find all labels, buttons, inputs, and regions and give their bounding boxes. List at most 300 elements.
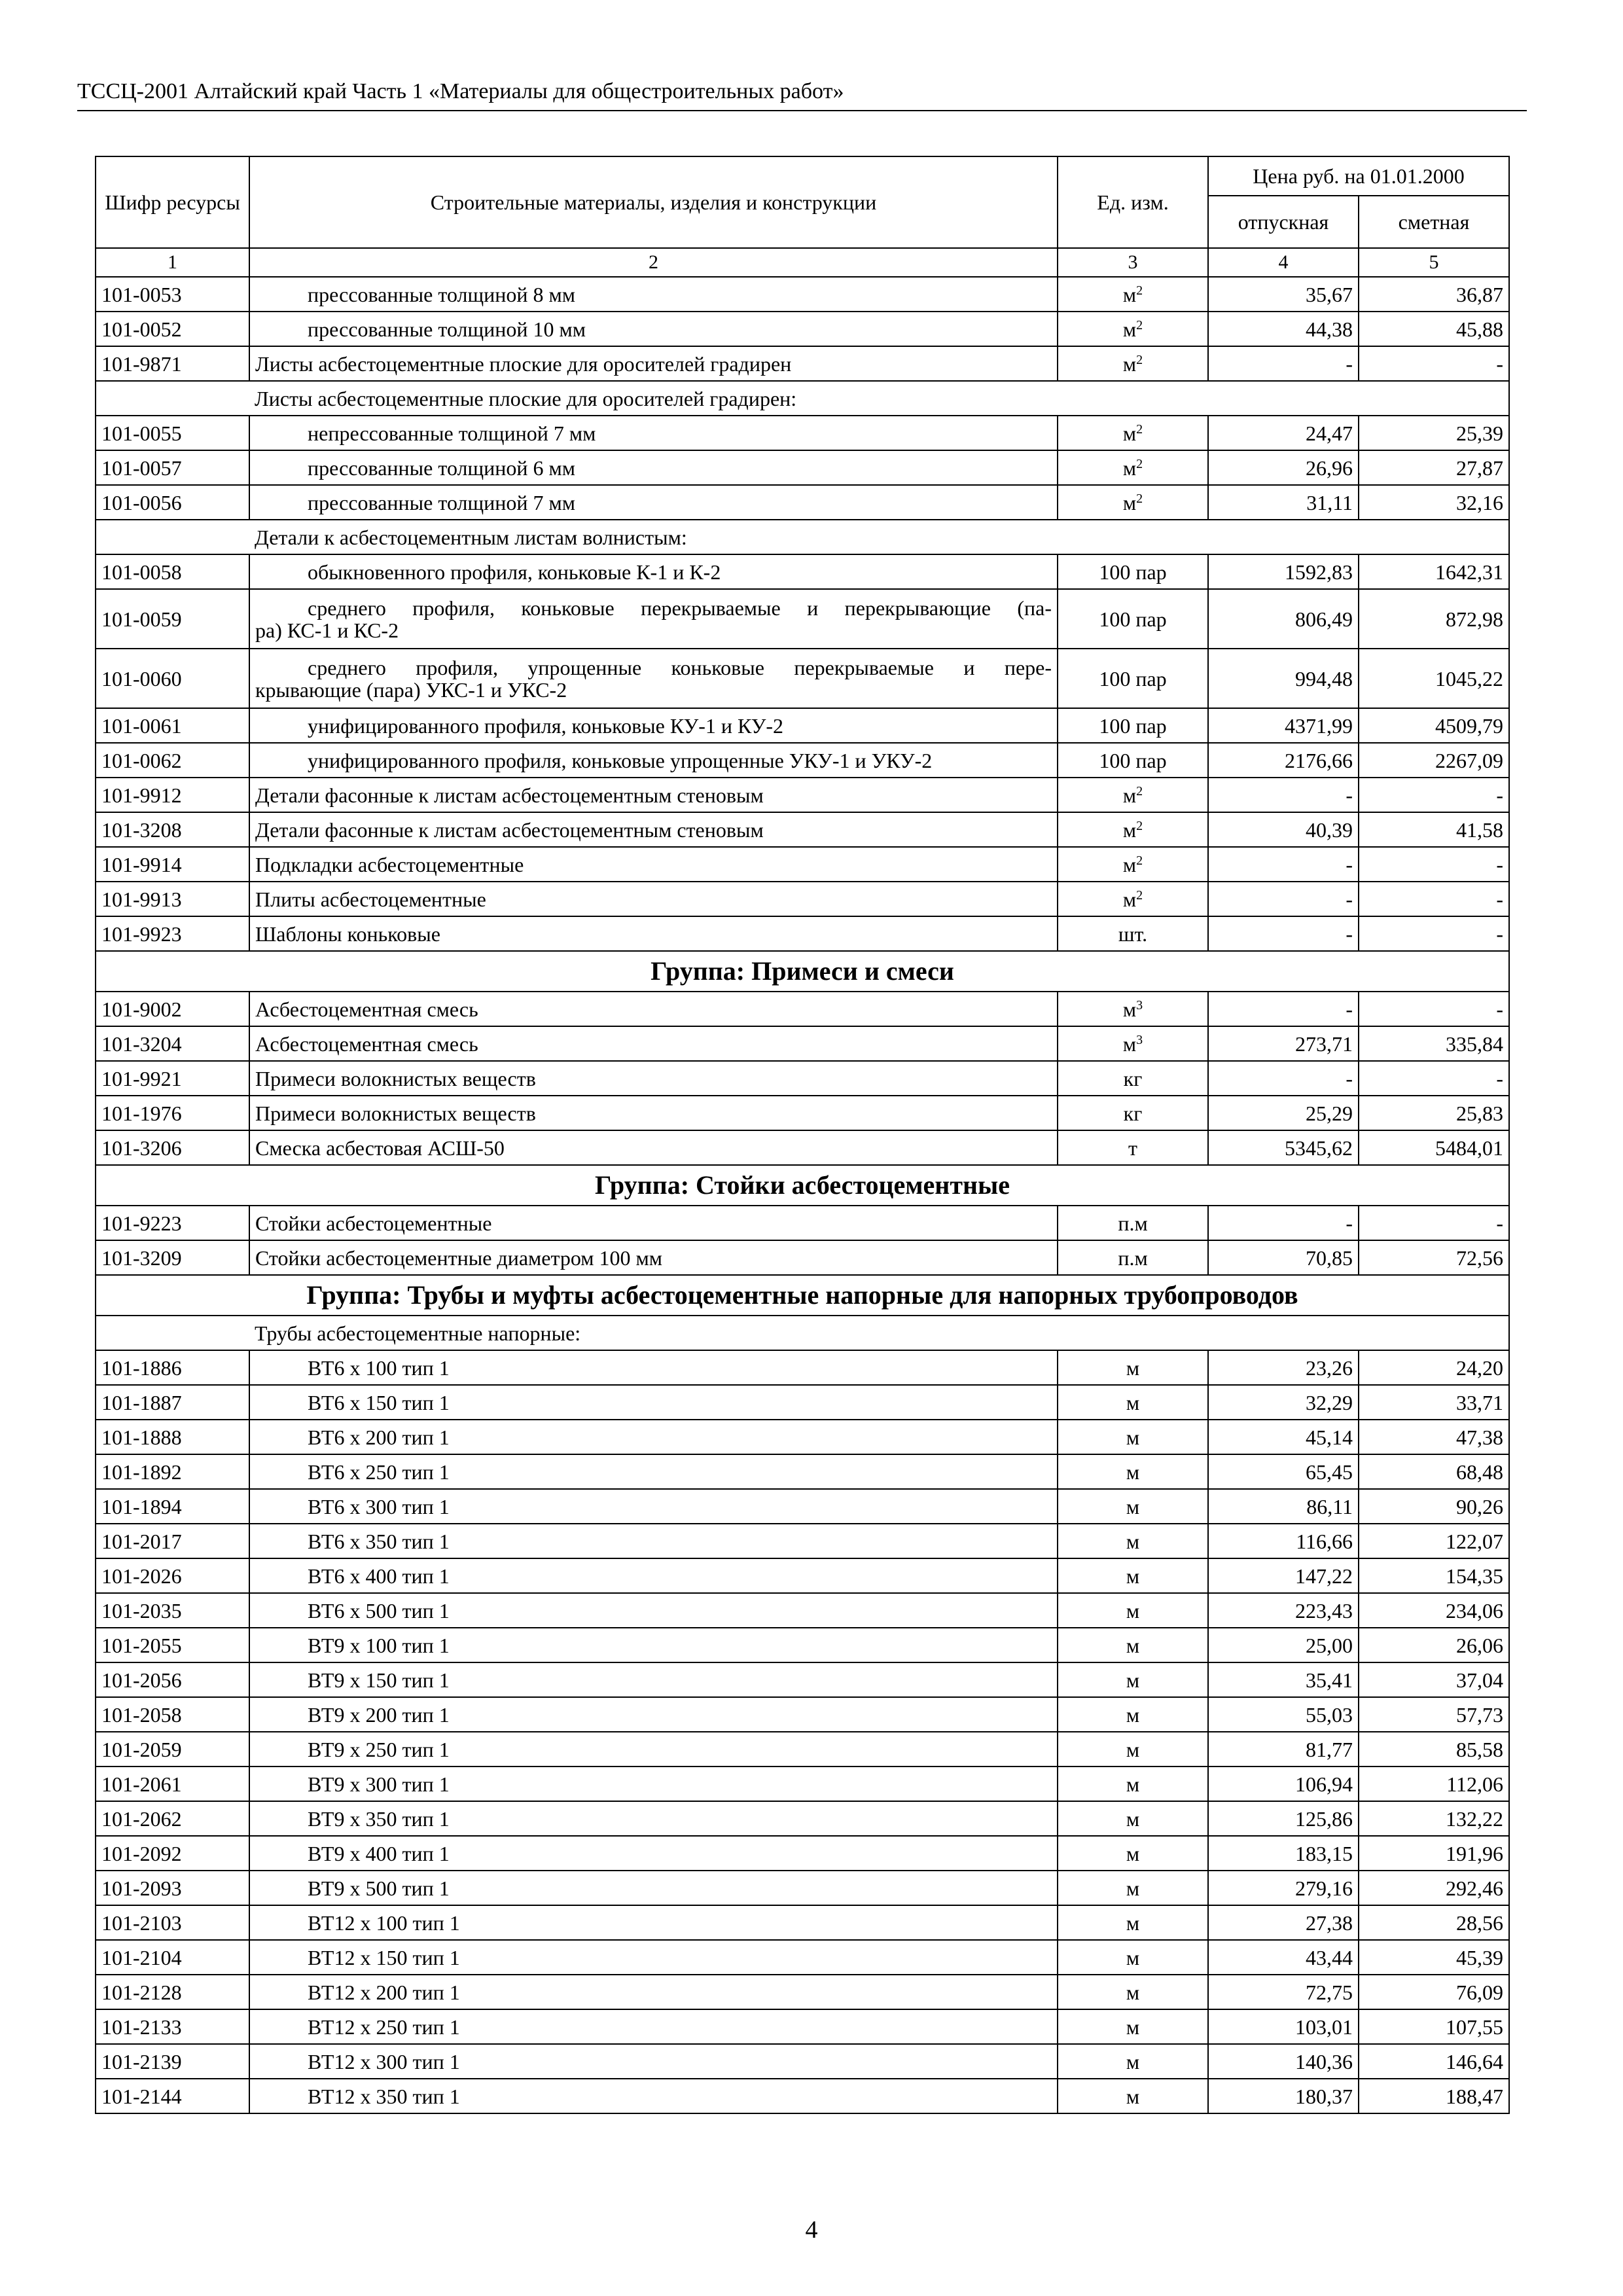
material-name: [249, 743, 1058, 778]
material-name-text: прессованные толщиной 8 мм: [308, 282, 575, 306]
release-price: 223,43: [1208, 1593, 1359, 1628]
material-name-text: ВТ12 х 300 тип 1: [308, 2049, 460, 2073]
unit-cell: [1058, 1801, 1208, 1836]
material-name: [249, 312, 1058, 346]
estimate-price: -: [1359, 882, 1509, 916]
unit-cell: [1058, 1836, 1208, 1871]
unit-text: м: [1126, 1355, 1140, 1380]
material-name: [249, 1836, 1058, 1871]
resource-code: 101-0055: [96, 416, 249, 450]
unit-text: м: [1126, 1841, 1140, 1865]
material-name: [249, 1350, 1058, 1385]
estimate-price: 33,71: [1359, 1385, 1509, 1420]
material-name: [249, 1697, 1058, 1732]
material-name-text: Детали фасонные к листам асбестоцементным стеновым: [255, 783, 764, 807]
unit-cell: [1058, 554, 1208, 589]
material-name-text: прессованные толщиной 6 мм: [308, 456, 575, 480]
table-row: [96, 1975, 1509, 2009]
table-row: [96, 2009, 1509, 2044]
material-name-text: прессованные толщиной 10 мм: [308, 317, 586, 341]
estimate-price: 28,56: [1359, 1905, 1509, 1940]
unit-text: м: [1126, 1425, 1140, 1449]
material-name: [249, 812, 1058, 847]
unit-cell: [1058, 1940, 1208, 1975]
unit-exponent: 2: [1136, 491, 1143, 506]
col-header-price-group: Цена руб. на 01.01.2000: [1208, 156, 1509, 196]
unit-exponent: 3: [1136, 1032, 1143, 1047]
resource-code: 101-3206: [96, 1130, 249, 1165]
table-row: [96, 1662, 1509, 1697]
resource-code: 101-3204: [96, 1026, 249, 1061]
material-name: [249, 2044, 1058, 2079]
resource-code: 101-2128: [96, 1975, 249, 2009]
unit-cell: [1058, 1732, 1208, 1767]
estimate-price: 292,46: [1359, 1871, 1509, 1905]
material-name-text: прессованные толщиной 7 мм: [308, 490, 575, 514]
unit-text: м: [1126, 1980, 1140, 2004]
release-price: -: [1208, 916, 1359, 951]
unit-text: м: [1122, 421, 1137, 445]
resource-code: 101-9223: [96, 1206, 249, 1240]
col-header-release: отпускная: [1208, 196, 1359, 248]
release-price: 180,37: [1208, 2079, 1359, 2113]
estimate-price: 45,88: [1359, 312, 1509, 346]
release-price: 55,03: [1208, 1697, 1359, 1732]
estimate-price: 154,35: [1359, 1558, 1509, 1593]
subheading-row: [96, 520, 1509, 554]
unit-exponent: 2: [1136, 818, 1143, 833]
price-table: [95, 156, 1510, 2114]
unit-cell: [1058, 708, 1208, 743]
unit-cell: [1058, 1420, 1208, 1454]
estimate-price: 107,55: [1359, 2009, 1509, 2044]
unit-cell: [1058, 1662, 1208, 1697]
estimate-price: -: [1359, 847, 1509, 882]
table-row: [96, 1240, 1509, 1275]
unit-text: м: [1122, 887, 1137, 911]
table-row: [96, 450, 1509, 485]
unit-text: м: [1126, 1494, 1140, 1518]
estimate-price: 872,98: [1359, 589, 1509, 649]
release-price: 35,41: [1208, 1662, 1359, 1697]
unit-exponent: 2: [1136, 317, 1143, 332]
table-row: [96, 708, 1509, 743]
column-number: 2: [249, 248, 1058, 277]
column-number: 1: [96, 248, 249, 277]
resource-code: 101-3208: [96, 812, 249, 847]
estimate-price: -: [1359, 1061, 1509, 1096]
release-price: 40,39: [1208, 812, 1359, 847]
material-name-text: ВТ6 х 350 тип 1: [308, 1529, 450, 1553]
resource-code: 101-2061: [96, 1767, 249, 1801]
group-heading: Группа: Примеси и смеси: [96, 951, 1509, 992]
unit-text: м: [1122, 817, 1137, 842]
table-row: [96, 1558, 1509, 1593]
resource-code: 101-2103: [96, 1905, 249, 1940]
unit-text: м: [1126, 1945, 1140, 1969]
resource-code: 101-9923: [96, 916, 249, 951]
resource-code: 101-0058: [96, 554, 249, 589]
material-name: [249, 1871, 1058, 1905]
resource-code: 101-1888: [96, 1420, 249, 1454]
unit-text: м: [1126, 1910, 1140, 1935]
release-price: 44,38: [1208, 312, 1359, 346]
unit-cell: [1058, 589, 1208, 649]
resource-code: 101-0062: [96, 743, 249, 778]
release-price: 31,11: [1208, 485, 1359, 520]
material-name-text: ВТ6 х 200 тип 1: [308, 1425, 450, 1449]
resource-code: 101-9002: [96, 992, 249, 1026]
material-name-text: ВТ12 х 200 тип 1: [308, 1980, 460, 2004]
unit-cell: [1058, 1489, 1208, 1524]
table-row: [96, 589, 1509, 649]
unit-text: м: [1126, 1633, 1140, 1657]
unit-text: м: [1122, 351, 1137, 376]
unit-cell: [1058, 1385, 1208, 1420]
table-row: [96, 554, 1509, 589]
table-row: [96, 1385, 1509, 1420]
resource-code: 101-0061: [96, 708, 249, 743]
unit-cell: [1058, 847, 1208, 882]
estimate-price: 41,58: [1359, 812, 1509, 847]
material-name-text: ВТ9 х 100 тип 1: [308, 1633, 450, 1657]
material-name-text: непрессованные толщиной 7 мм: [308, 421, 596, 445]
estimate-price: 90,26: [1359, 1489, 1509, 1524]
table-row: [96, 312, 1509, 346]
table-row: [96, 1026, 1509, 1061]
material-name-line: ра) КС-1 и КС-2: [255, 618, 399, 642]
material-name-text: Шаблоны коньковые: [255, 922, 440, 946]
resource-code: 101-9914: [96, 847, 249, 882]
material-name: [249, 1061, 1058, 1096]
unit-exponent: 2: [1136, 783, 1143, 798]
material-name-text: ВТ9 х 250 тип 1: [308, 1737, 450, 1761]
material-name: [249, 2009, 1058, 2044]
resource-code: 101-2093: [96, 1871, 249, 1905]
material-name: [249, 1940, 1058, 1975]
material-name: [249, 1558, 1058, 1593]
column-number: 5: [1359, 248, 1509, 277]
unit-exponent: 2: [1136, 422, 1143, 437]
table-row: [96, 346, 1509, 381]
col-header-code: Шифр ресурсы: [96, 156, 249, 248]
material-name-line: крывающие (пара) УКС-1 и УКС-2: [255, 677, 567, 702]
resource-code: 101-9921: [96, 1061, 249, 1096]
unit-text: 100 пар: [1099, 748, 1167, 772]
empty-code-cell: [96, 381, 249, 416]
material-name: [249, 847, 1058, 882]
resource-code: 101-2062: [96, 1801, 249, 1836]
estimate-price: 24,20: [1359, 1350, 1509, 1385]
material-name: [249, 1767, 1058, 1801]
table-row: [96, 277, 1509, 312]
resource-code: 101-9912: [96, 778, 249, 812]
material-name-text: унифицированного профиля, коньковые упрощенные УКУ-1 и УКУ-2: [308, 748, 933, 772]
resource-code: 101-1894: [96, 1489, 249, 1524]
release-price: -: [1208, 992, 1359, 1026]
unit-text: м: [1126, 2049, 1140, 2073]
estimate-price: 36,87: [1359, 277, 1509, 312]
unit-text: м: [1126, 2084, 1140, 2108]
material-name-text: Листы асбестоцементные плоские для оросителей градирен: [255, 351, 792, 376]
estimate-price: 132,22: [1359, 1801, 1509, 1836]
material-name-text: Плиты асбестоцементные: [255, 887, 486, 911]
material-name-text: ВТ6 х 500 тип 1: [308, 1598, 450, 1623]
unit-text: шт.: [1118, 922, 1148, 946]
unit-cell: [1058, 1767, 1208, 1801]
group-heading-row: [96, 1275, 1509, 1316]
material-name: [249, 485, 1058, 520]
release-price: 23,26: [1208, 1350, 1359, 1385]
estimate-price: 4509,79: [1359, 708, 1509, 743]
estimate-price: 25,83: [1359, 1096, 1509, 1130]
table-row: [96, 1206, 1509, 1240]
table-row: [96, 1836, 1509, 1871]
resource-code: 101-3209: [96, 1240, 249, 1275]
unit-text: п.м: [1118, 1246, 1148, 1270]
unit-cell: [1058, 1206, 1208, 1240]
material-name: [249, 1801, 1058, 1836]
column-number: 4: [1208, 248, 1359, 277]
unit-text: м: [1126, 1737, 1140, 1761]
resource-code: 101-2133: [96, 2009, 249, 2044]
material-name: [249, 708, 1058, 743]
estimate-price: 188,47: [1359, 2079, 1509, 2113]
table-row: [96, 416, 1509, 450]
material-name-text: Асбестоцементная смесь: [255, 1031, 478, 1056]
col-header-name: Строительные материалы, изделия и конструкции: [249, 156, 1058, 248]
material-name: [249, 1975, 1058, 2009]
material-name-text: ВТ9 х 150 тип 1: [308, 1668, 450, 1692]
material-name: [249, 346, 1058, 381]
subheading-row: [96, 381, 1509, 416]
unit-cell: [1058, 916, 1208, 951]
material-name-text: ВТ12 х 250 тип 1: [308, 2015, 460, 2039]
unit-text: м: [1126, 1529, 1140, 1553]
release-price: 273,71: [1208, 1026, 1359, 1061]
estimate-price: 1045,22: [1359, 649, 1509, 708]
table-row: [96, 2079, 1509, 2113]
release-price: 25,29: [1208, 1096, 1359, 1130]
table-row: [96, 992, 1509, 1026]
unit-cell: [1058, 1061, 1208, 1096]
release-price: 32,29: [1208, 1385, 1359, 1420]
unit-text: м: [1122, 282, 1137, 306]
table-row: [96, 1130, 1509, 1165]
estimate-price: 32,16: [1359, 485, 1509, 520]
unit-cell: [1058, 778, 1208, 812]
resource-code: 101-0052: [96, 312, 249, 346]
material-name: [249, 1130, 1058, 1165]
unit-text: кг: [1123, 1066, 1143, 1090]
unit-cell: [1058, 416, 1208, 450]
table-row: [96, 1096, 1509, 1130]
release-price: 994,48: [1208, 649, 1359, 708]
resource-code: 101-1887: [96, 1385, 249, 1420]
material-name-text: ВТ6 х 100 тип 1: [308, 1355, 450, 1380]
release-price: 2176,66: [1208, 743, 1359, 778]
unit-exponent: 2: [1136, 283, 1143, 298]
material-name: [249, 1489, 1058, 1524]
material-name: [249, 1096, 1058, 1130]
table-row: [96, 1489, 1509, 1524]
resource-code: 101-2058: [96, 1697, 249, 1732]
release-price: 43,44: [1208, 1940, 1359, 1975]
table-row: [96, 1801, 1509, 1836]
table-row: [96, 1697, 1509, 1732]
unit-cell: [1058, 743, 1208, 778]
estimate-price: 2267,09: [1359, 743, 1509, 778]
estimate-price: 47,38: [1359, 1420, 1509, 1454]
material-name-text: Подкладки асбестоцементные: [255, 852, 524, 876]
unit-cell: [1058, 1697, 1208, 1732]
table-row: [96, 847, 1509, 882]
table-row: [96, 1454, 1509, 1489]
material-name: [249, 1420, 1058, 1454]
estimate-price: 68,48: [1359, 1454, 1509, 1489]
release-price: 26,96: [1208, 450, 1359, 485]
unit-cell: [1058, 1628, 1208, 1662]
material-name-text: Асбестоцементная смесь: [255, 997, 478, 1021]
resource-code: 101-2026: [96, 1558, 249, 1593]
unit-cell: [1058, 1593, 1208, 1628]
unit-cell: [1058, 1524, 1208, 1558]
material-name: [249, 649, 1058, 708]
release-price: 25,00: [1208, 1628, 1359, 1662]
resource-code: 101-2104: [96, 1940, 249, 1975]
material-name-text: ВТ9 х 350 тип 1: [308, 1806, 450, 1831]
estimate-price: 45,39: [1359, 1940, 1509, 1975]
material-name-line: среднего профиля, упрощенные коньковые перекрываемые и пере-: [308, 655, 1052, 679]
material-name-text: Смеска асбестовая АСШ-50: [255, 1136, 505, 1160]
unit-exponent: 2: [1136, 352, 1143, 367]
resource-code: 101-2035: [96, 1593, 249, 1628]
material-name-text: ВТ6 х 150 тип 1: [308, 1390, 450, 1414]
unit-text: п.м: [1118, 1211, 1148, 1235]
unit-cell: [1058, 812, 1208, 847]
unit-text: м: [1122, 783, 1137, 807]
table-row: [96, 1767, 1509, 1801]
unit-cell: [1058, 1240, 1208, 1275]
unit-cell: [1058, 1558, 1208, 1593]
release-price: 125,86: [1208, 1801, 1359, 1836]
unit-cell: [1058, 1026, 1208, 1061]
estimate-price: 5484,01: [1359, 1130, 1509, 1165]
table-row: [96, 743, 1509, 778]
material-name-text: ВТ12 х 150 тип 1: [308, 1945, 460, 1969]
resource-code: 101-2144: [96, 2079, 249, 2113]
material-name-text: ВТ9 х 400 тип 1: [308, 1841, 450, 1865]
release-price: 27,38: [1208, 1905, 1359, 1940]
unit-text: м: [1122, 490, 1137, 514]
unit-cell: [1058, 312, 1208, 346]
unit-text: м: [1126, 1668, 1140, 1692]
material-name-text: ВТ12 х 350 тип 1: [308, 2084, 460, 2108]
material-name: [249, 916, 1058, 951]
release-price: 279,16: [1208, 1871, 1359, 1905]
unit-text: м: [1126, 1460, 1140, 1484]
resource-code: 101-9871: [96, 346, 249, 381]
table-row: [96, 916, 1509, 951]
resource-code: 101-0057: [96, 450, 249, 485]
unit-text: м: [1122, 997, 1137, 1021]
unit-text: м: [1126, 1564, 1140, 1588]
material-name: [249, 1026, 1058, 1061]
table-row: [96, 1524, 1509, 1558]
unit-exponent: 2: [1136, 456, 1143, 471]
material-name: [249, 1524, 1058, 1558]
material-name-text: ВТ9 х 300 тип 1: [308, 1772, 450, 1796]
estimate-price: 335,84: [1359, 1026, 1509, 1061]
column-number: 3: [1058, 248, 1208, 277]
resource-code: 101-2059: [96, 1732, 249, 1767]
estimate-price: 25,39: [1359, 416, 1509, 450]
release-price: 116,66: [1208, 1524, 1359, 1558]
table-row: [96, 649, 1509, 708]
resource-code: 101-1886: [96, 1350, 249, 1385]
release-price: 35,67: [1208, 277, 1359, 312]
table-row: [96, 1350, 1509, 1385]
table-row: [96, 882, 1509, 916]
unit-text: т: [1128, 1136, 1137, 1160]
unit-text: 100 пар: [1099, 666, 1167, 691]
resource-code: 101-9913: [96, 882, 249, 916]
release-price: 806,49: [1208, 589, 1359, 649]
release-price: 5345,62: [1208, 1130, 1359, 1165]
material-name: [249, 416, 1058, 450]
release-price: 65,45: [1208, 1454, 1359, 1489]
group-heading: Группа: Стойки асбестоцементные: [96, 1165, 1509, 1206]
resource-code: 101-1976: [96, 1096, 249, 1130]
release-price: 70,85: [1208, 1240, 1359, 1275]
unit-cell: [1058, 485, 1208, 520]
release-price: -: [1208, 778, 1359, 812]
group-heading: Группа: Трубы и муфты асбестоцементные напорные для напорных трубопроводов: [96, 1275, 1509, 1316]
material-name: [249, 1593, 1058, 1628]
unit-cell: [1058, 1975, 1208, 2009]
unit-text: м: [1126, 1702, 1140, 1727]
estimate-price: -: [1359, 778, 1509, 812]
subheading-text: Листы асбестоцементные плоские для оросителей градирен:: [249, 381, 1509, 416]
table-body: [96, 277, 1509, 2113]
estimate-price: -: [1359, 916, 1509, 951]
material-name: [249, 277, 1058, 312]
table-row: [96, 1905, 1509, 1940]
estimate-price: 72,56: [1359, 1240, 1509, 1275]
material-name-text: Стойки асбестоцементные: [255, 1211, 492, 1235]
estimate-price: 1642,31: [1359, 554, 1509, 589]
unit-cell: [1058, 346, 1208, 381]
estimate-price: -: [1359, 1206, 1509, 1240]
table-row: [96, 1061, 1509, 1096]
material-name: [249, 778, 1058, 812]
unit-exponent: 2: [1136, 888, 1143, 903]
unit-text: 100 пар: [1099, 713, 1167, 738]
estimate-price: 26,06: [1359, 1628, 1509, 1662]
table-row: [96, 1628, 1509, 1662]
unit-cell: [1058, 1905, 1208, 1940]
release-price: 81,77: [1208, 1732, 1359, 1767]
subheading-row: [96, 1316, 1509, 1350]
unit-text: м: [1126, 2015, 1140, 2039]
unit-cell: [1058, 1130, 1208, 1165]
material-name-text: ВТ9 х 500 тип 1: [308, 1876, 450, 1900]
material-name-text: обыкновенного профиля, коньковые К-1 и К-2: [308, 560, 721, 584]
unit-text: м: [1122, 456, 1137, 480]
material-name-text: ВТ6 х 250 тип 1: [308, 1460, 450, 1484]
subheading-text: Детали к асбестоцементным листам волнистым:: [249, 520, 1509, 554]
unit-text: м: [1126, 1876, 1140, 1900]
